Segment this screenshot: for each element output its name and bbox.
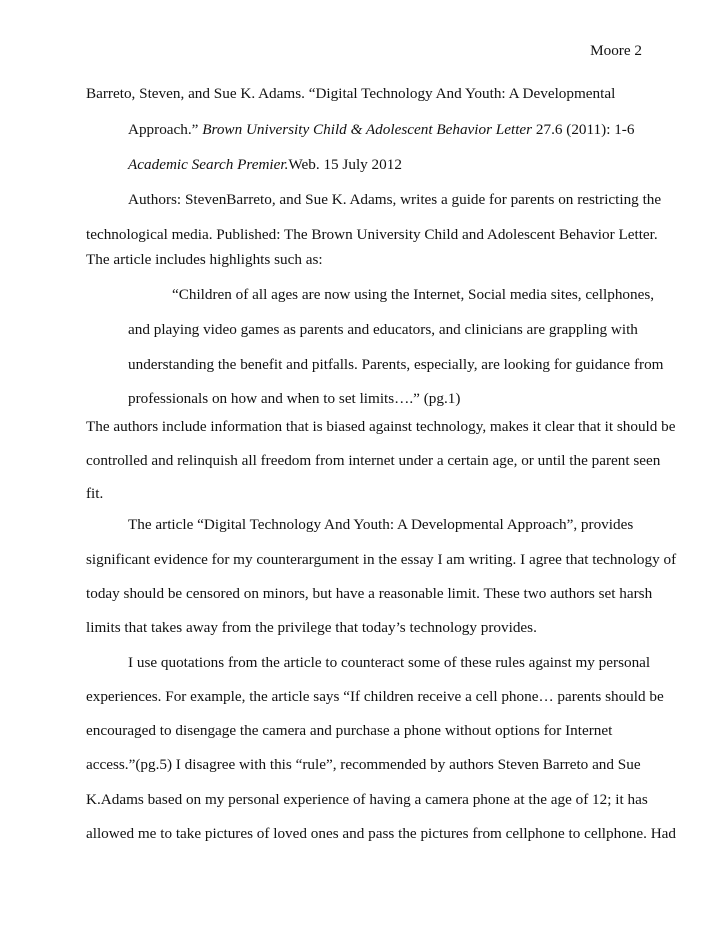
body-line: The authors include information that is biased against technology, makes it clear that it should be bbox=[86, 418, 676, 435]
database-name: Academic Search Premier. bbox=[128, 156, 289, 173]
body-line: access.”(pg.5) I disagree with this “rule”, recommended by authors Steven Barreto and Sue bbox=[86, 756, 641, 773]
running-header: Moore 2 bbox=[590, 42, 642, 59]
body-line: limits that takes away from the privilege that today’s technology provides. bbox=[86, 619, 537, 636]
body-line: K.Adams based on my personal experience of having a camera phone at the age of 12; it has bbox=[86, 791, 648, 808]
citation-text: 27.6 (2011): 1-6 bbox=[532, 121, 635, 138]
body-line: today should be censored on minors, but have a reasonable limit. These two authors set harsh bbox=[86, 585, 653, 602]
body-line: controlled and relinquish all freedom from internet under a certain age, or until the parent seen bbox=[86, 452, 661, 469]
citation-line-1: Barreto, Steven, and Sue K. Adams. “Digital Technology And Youth: A Developmental bbox=[86, 85, 616, 102]
body-line: fit. bbox=[86, 485, 104, 502]
body-line: I use quotations from the article to counteract some of these rules against my personal bbox=[128, 654, 651, 671]
quote-line: understanding the benefit and pitfalls. Parents, especially, are looking for guidance from bbox=[128, 356, 664, 373]
journal-title: Brown University Child & Adolescent Behavior Letter bbox=[202, 121, 533, 138]
citation-text: Web. 15 July 2012 bbox=[288, 156, 402, 173]
body-line: technological media. Published: The Brown University Child and Adolescent Behavior Letter. bbox=[86, 226, 658, 243]
body-line: experiences. For example, the article says “If children receive a cell phone… parents should be bbox=[86, 688, 664, 705]
citation-text: Approach.” bbox=[128, 121, 203, 138]
quote-line: “Children of all ages are now using the Internet, Social media sites, cellphones, bbox=[172, 286, 655, 303]
quote-line: professionals on how and when to set limits….” (pg.1) bbox=[128, 390, 461, 407]
body-line: Authors: StevenBarreto, and Sue K. Adams, writes a guide for parents on restricting the bbox=[128, 191, 662, 208]
citation-line-2 bbox=[128, 122, 634, 137]
body-line: encouraged to disengage the camera and purchase a phone without options for Internet bbox=[86, 722, 613, 739]
body-line: allowed me to take pictures of loved ones and pass the pictures from cellphone to cellphone. Had bbox=[86, 825, 677, 842]
citation-line-3 bbox=[128, 157, 402, 172]
body-line: The article “Digital Technology And Youth: A Developmental Approach”, provides bbox=[128, 516, 634, 533]
body-line: significant evidence for my counterargument in the essay I am writing. I agree that technology of bbox=[86, 551, 677, 568]
body-line: The article includes highlights such as: bbox=[86, 251, 323, 268]
quote-line: and playing video games as parents and educators, and clinicians are grappling with bbox=[128, 321, 638, 338]
